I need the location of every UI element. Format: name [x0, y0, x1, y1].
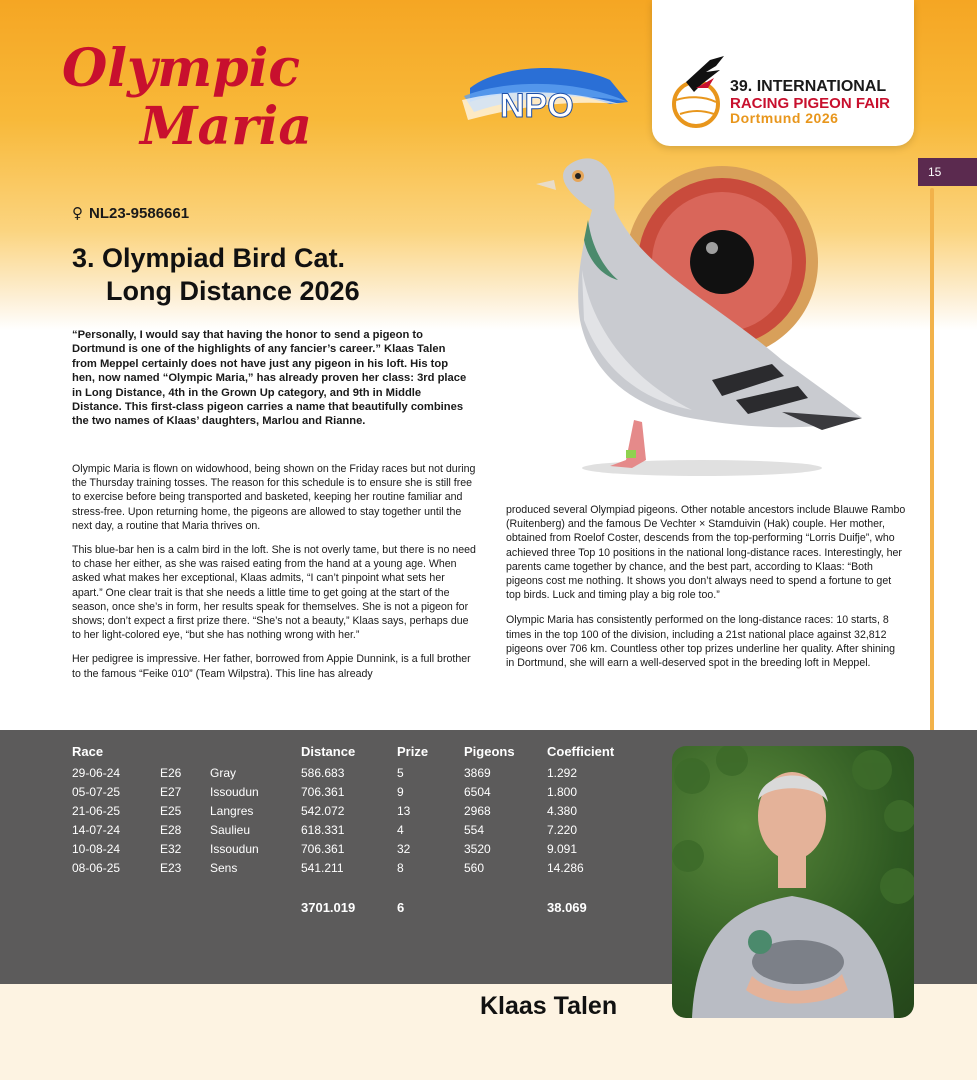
total-distance: 3701.019: [301, 900, 356, 915]
paragraph: Her pedigree is impressive. Her father, borrowed from Appie Dunnink, is a full brother to the famous “Feike 010” (Team Wilpstra). This line has already: [72, 653, 471, 680]
table-cell-pigeons: 3520: [464, 842, 491, 856]
headline-line2: Long Distance 2026: [106, 276, 360, 306]
npo-logo-text: NPO: [500, 87, 574, 124]
table-cell-date: 05-07-25: [72, 785, 121, 799]
table-cell-coefficient: 9.091: [547, 842, 578, 856]
table-cell-distance: 542.072: [301, 804, 345, 818]
table-cell-coefficient: 7.220: [547, 823, 578, 837]
table-cell-place: Sens: [210, 861, 238, 875]
total-coefficient: 38.069: [547, 900, 587, 915]
table-cell-coefficient: 4.380: [547, 804, 578, 818]
fair-title-line3: Dortmund 2026: [730, 110, 839, 126]
table-cell-coefficient: 14.286: [547, 861, 584, 875]
article-lead: “Personally, I would say that having the honor to send a pigeon to Dortmund is one of the highlights of any fancier’s career.” Klaas Talen from Meppel certainly does not have just any pigeon in his loft. His top hen, now named “Olympic Maria,” has already proven her class: 3rd place in Long Distance, 4th in the Grown Up category, and 9th in Middle Distance. This first-class pigeon carries a name that beautifully combines the two names of Klaas’ daughters, Marlou and Rianne.: [72, 329, 467, 428]
table-cell-date: 10-08-24: [72, 842, 121, 856]
article-headline: [72, 242, 360, 308]
table-cell-coefficient: 1.292: [547, 766, 578, 780]
table-cell-place: Saulieu: [210, 823, 251, 837]
ring-number: [72, 204, 189, 222]
paragraph: This blue-bar hen is a calm bird in the loft. She is not overly tame, but there is no need to chase her either, as she was raised eating from the hand at a young age. When asked what makes her exceptional, Klaas admits, “I can’t pinpoint what sets her apart.” One clear trait is that she needs a little time to get going at the start of the season, once she’s in form, her results speak for themselves. She is not a pigeon for shows; don’t expect a first prize there. “She’s not a beauty,” Klaas says, perhaps due to her light-colored eye, “but she has nothing wrong with her.”: [72, 544, 476, 642]
table-cell-distance: 586.683: [301, 766, 345, 780]
table-cell-code: E26: [160, 766, 182, 780]
article-column-2: [506, 503, 906, 681]
table-cell-pigeons: 3869: [464, 766, 491, 780]
fair-logo-card: [652, 0, 914, 146]
table-cell-code: E23: [160, 861, 182, 875]
title-line2: Maria: [140, 96, 313, 157]
table-cell-distance: 618.331: [301, 823, 345, 837]
table-cell-code: E27: [160, 785, 182, 799]
table-cell-place: Issoudun: [210, 842, 259, 856]
table-cell-prize: 9: [397, 785, 404, 799]
ring-number-text: NL23-9586661: [89, 205, 190, 222]
table-cell-pigeons: 2968: [464, 804, 491, 818]
column-header-distance: Distance: [301, 744, 356, 759]
column-header-race: Race: [72, 744, 104, 759]
table-cell-code: E25: [160, 804, 182, 818]
pigeon-photo: [522, 150, 872, 490]
table-cell-pigeons: 554: [464, 823, 485, 837]
table-cell-pigeons: 560: [464, 861, 485, 875]
total-prize: 6: [397, 900, 405, 915]
headline-line1: 3. Olympiad Bird Cat.: [72, 243, 346, 273]
fancier-photo: [672, 746, 914, 1018]
fair-title-line1: 39. INTERNATIONAL: [730, 78, 887, 95]
page-number: 15: [918, 158, 977, 186]
column-header-coefficient: Coefficient: [547, 744, 615, 759]
column-header-prize: Prize: [397, 744, 429, 759]
table-cell-place: Issoudun: [210, 785, 259, 799]
table-cell-code: E28: [160, 823, 182, 837]
table-cell-date: 29-06-24: [72, 766, 121, 780]
table-cell-distance: 541.211: [301, 861, 344, 875]
table-cell-date: 14-07-24: [72, 823, 121, 837]
table-cell-coefficient: 1.800: [547, 785, 578, 799]
table-cell-prize: 13: [397, 804, 411, 818]
paragraph: produced several Olympiad pigeons. Other notable ancestors include Blauwe Rambo (Ruitenberg) and the famous De Vechter × Stamduivin (Hak) couple. Her mother, obtained from Roelof Coster, descends from the top-performing “Lorris Duifje”, who achieved three Top 10 positions in the national long-distance races. Interestingly, her parents came together by chance, and the best part, according to Klaas: “Both pigeons cost me nothing. It shows you don’t always need to spend a fortune to get top birds. Luck and timing play a big role too.”: [506, 504, 906, 602]
racing-pigeon-globe-icon: [666, 52, 726, 128]
table-cell-prize: 4: [397, 823, 404, 837]
table-cell-prize: 8: [397, 861, 404, 875]
page-title: [62, 40, 362, 156]
table-cell-date: 21-06-25: [72, 804, 121, 818]
fair-title-line2: RACING PIGEON FAIR: [730, 95, 891, 112]
column-header-pigeons: Pigeons: [464, 744, 515, 759]
table-cell-place: Langres: [210, 804, 254, 818]
paragraph: Olympic Maria has consistently performed on the long-distance races: 10 starts, 8 times in the top 100 of the division, including a 21st national place against 32,812 pigeons over 706 km. Countless other top prizes underline her quality. After shining in Dortmund, she will earn a well-deserved spot in the breeding loft in Meppel.: [506, 614, 896, 670]
table-cell-distance: 706.361: [301, 842, 345, 856]
table-cell-code: E32: [160, 842, 182, 856]
table-cell-prize: 5: [397, 766, 404, 780]
paragraph: Olympic Maria is flown on widowhood, being shown on the Friday races but not during the Thursday training tosses. The reason for this schedule is to ensure she is still free to exercise before being transported and basketed, keeping her routine familiar and stress-free. Upon returning home, the pigeons are allowed to stay together until the next day, a routine that Maria thrives on.: [72, 463, 476, 532]
article-column-1: [72, 462, 476, 691]
title-line1: Olympic: [62, 38, 301, 99]
table-cell-prize: 32: [397, 842, 411, 856]
photo-caption: Klaas Talen: [480, 992, 618, 1020]
table-cell-distance: 706.361: [301, 785, 345, 799]
table-cell-place: Gray: [210, 766, 237, 780]
table-cell-pigeons: 6504: [464, 785, 491, 799]
table-cell-date: 08-06-25: [72, 861, 121, 875]
npo-logo: [460, 62, 630, 124]
female-symbol-icon: ♀: [72, 204, 83, 222]
